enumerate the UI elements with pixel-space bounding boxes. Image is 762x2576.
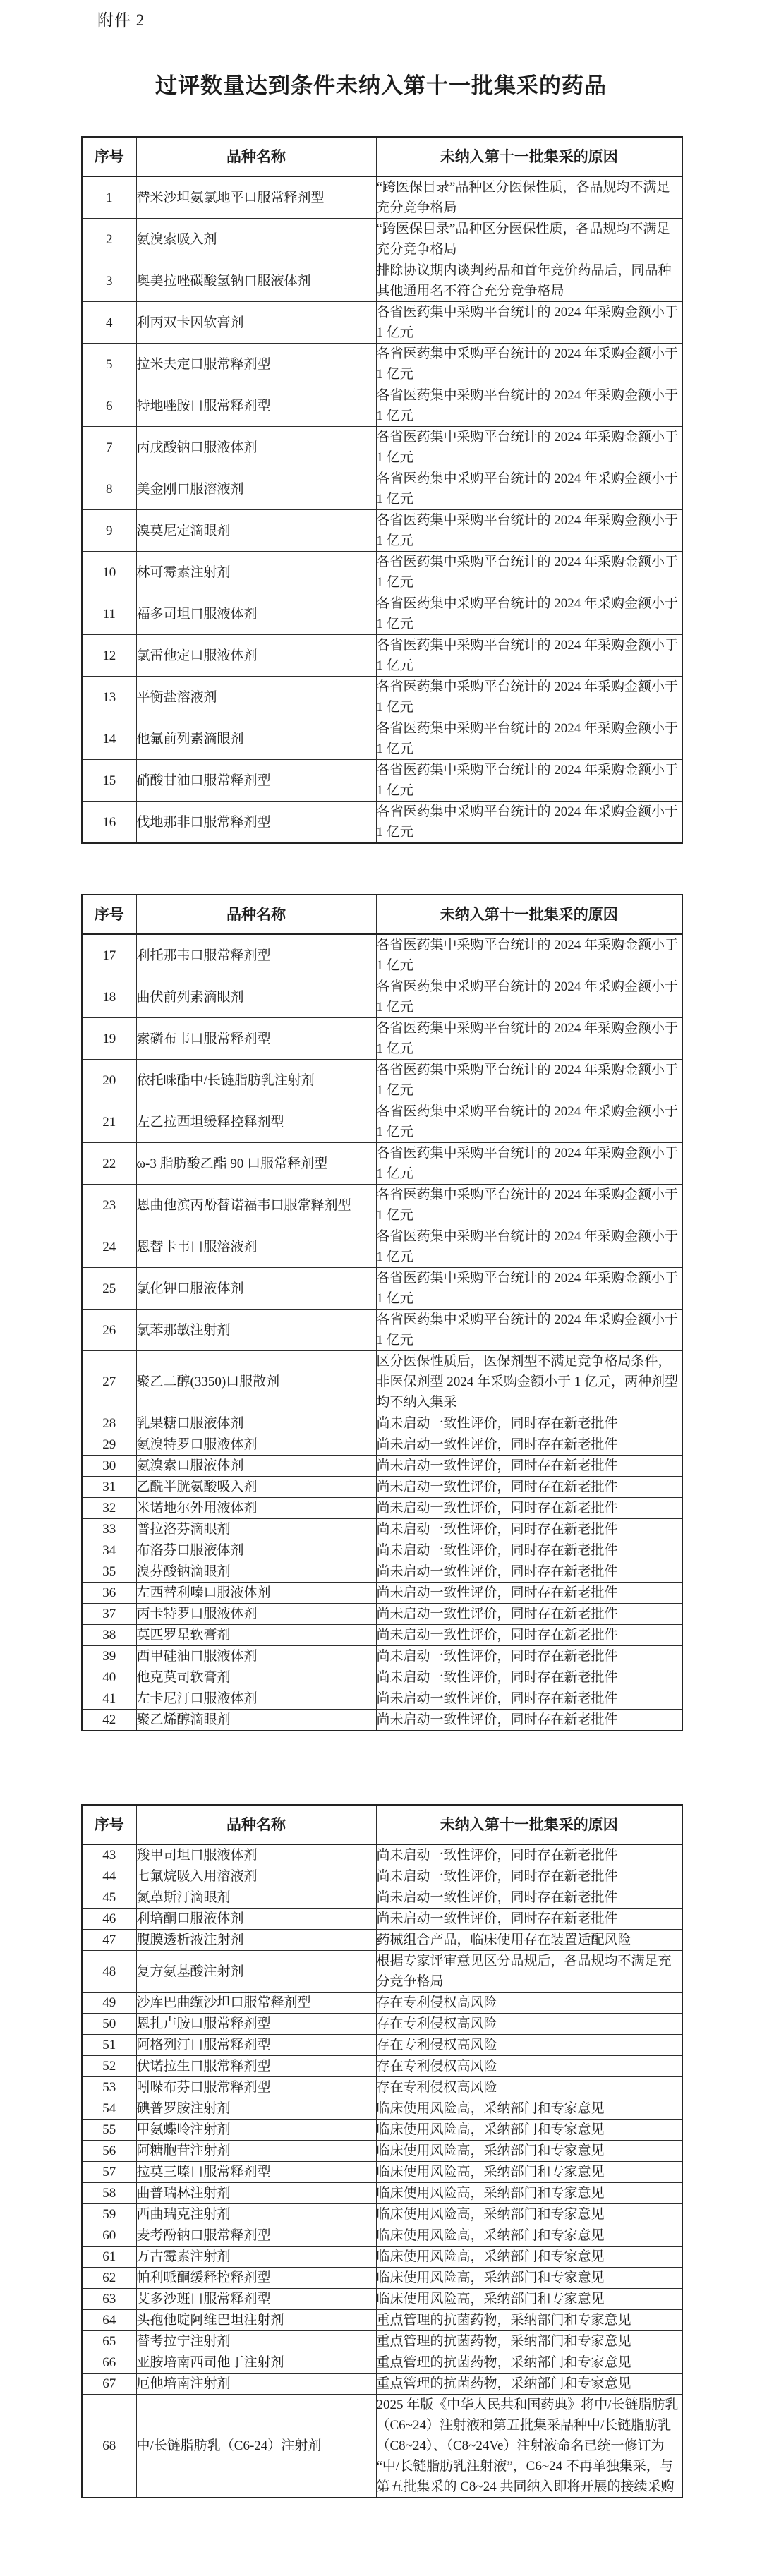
drug-name-cell: 阿糖胞苷注射剂 (136, 2141, 376, 2162)
drug-name-cell: 他氟前列素滴眼剂 (136, 718, 376, 760)
table-row (82, 1413, 682, 1434)
row-number-cell: 50 (82, 2014, 136, 2035)
row-number-cell: 65 (82, 2331, 136, 2352)
drug-name-cell: 甲氨蝶呤注射剂 (136, 2120, 376, 2141)
reason-cell: 尚未启动一致性评价，同时存在新老批件 (376, 1625, 682, 1646)
reason-cell: 各省医药集中采购平台统计的 2024 年采购金额小于 1 亿元 (376, 468, 682, 510)
drug-name-cell: 平衡盐溶液剂 (136, 677, 376, 718)
row-number-cell: 60 (82, 2225, 136, 2247)
drug-name-cell: 曲伏前列素滴眼剂 (136, 976, 376, 1018)
table-row (82, 2056, 682, 2077)
row-number-cell: 33 (82, 1519, 136, 1540)
reason-cell: 重点管理的抗菌药物，采纳部门和专家意见 (376, 2310, 682, 2331)
table-row (82, 1351, 682, 1413)
row-number-cell: 59 (82, 2204, 136, 2225)
table-row (82, 1887, 682, 1909)
reason-cell: 各省医药集中采购平台统计的 2024 年采购金额小于 1 亿元 (376, 427, 682, 468)
row-number-cell: 48 (82, 1951, 136, 1993)
column-header-name: 品种名称 (136, 137, 376, 176)
table-row (82, 1185, 682, 1226)
reason-cell: 尚未启动一致性评价，同时存在新老批件 (376, 1710, 682, 1731)
reason-cell: 尚未启动一致性评价，同时存在新老批件 (376, 1667, 682, 1688)
attachment-label: 附件 2 (97, 11, 145, 29)
row-number-cell: 1 (82, 176, 136, 219)
table-row (82, 1310, 682, 1351)
drug-name-cell: 羧甲司坦口服液体剂 (136, 1844, 376, 1866)
table-header (82, 895, 682, 934)
reason-cell: 重点管理的抗菌药物，采纳部门和专家意见 (376, 2352, 682, 2374)
column-header-name: 品种名称 (136, 895, 376, 934)
reason-cell: 尚未启动一致性评价，同时存在新老批件 (376, 1477, 682, 1498)
table-row (82, 1625, 682, 1646)
reason-cell: 存在专利侵权高风险 (376, 2077, 682, 2098)
drug-name-cell: 左西替利嗪口服液体剂 (136, 1583, 376, 1604)
row-number-cell: 30 (82, 1456, 136, 1477)
reason-cell: 存在专利侵权高风险 (376, 2035, 682, 2056)
row-number-cell: 17 (82, 934, 136, 976)
reason-cell: 临床使用风险高，采纳部门和专家意见 (376, 2120, 682, 2141)
drug-name-cell: 氮䓬斯汀滴眼剂 (136, 1887, 376, 1909)
table-row (82, 2014, 682, 2035)
table-row (82, 1540, 682, 1561)
reason-cell: 尚未启动一致性评价，同时存在新老批件 (376, 1909, 682, 1930)
row-number-cell: 5 (82, 344, 136, 385)
column-header-reason: 未纳入第十一批集采的原因 (376, 895, 682, 934)
table-row (82, 302, 682, 344)
reason-cell: 各省医药集中采购平台统计的 2024 年采购金额小于 1 亿元 (376, 760, 682, 802)
reason-cell: 根据专家评审意见区分品规后，各品规均不满足充分竞争格局 (376, 1951, 682, 1993)
row-number-cell: 22 (82, 1143, 136, 1185)
row-number-cell: 10 (82, 552, 136, 593)
table-row (82, 718, 682, 760)
table-row (82, 2162, 682, 2183)
drug-name-cell: 米诺地尔外用液体剂 (136, 1498, 376, 1519)
drug-name-cell: 特地唑胺口服常释剂型 (136, 385, 376, 427)
drug-name-cell: 奥美拉唑碳酸氢钠口服液体剂 (136, 260, 376, 302)
reason-cell: 各省医药集中采购平台统计的 2024 年采购金额小于 1 亿元 (376, 1226, 682, 1268)
row-number-cell: 34 (82, 1540, 136, 1561)
table-row (82, 2331, 682, 2352)
drug-name-cell: 氨溴索吸入剂 (136, 219, 376, 260)
reason-cell: 尚未启动一致性评价，同时存在新老批件 (376, 1434, 682, 1456)
table-row (82, 1477, 682, 1498)
table-row (82, 2098, 682, 2120)
reason-cell: 区分医保性质后，医保剂型不满足竞争格局条件，非医保剂型 2024 年采购金额小于 1 亿元，两种剂型均不纳入集采 (376, 1351, 682, 1413)
table-row (82, 1268, 682, 1310)
row-number-cell: 28 (82, 1413, 136, 1434)
reason-cell: 尚未启动一致性评价，同时存在新老批件 (376, 1456, 682, 1477)
reason-cell: “跨医保目录”品种区分医保性质，各品规均不满足充分竞争格局 (376, 176, 682, 219)
row-number-cell: 15 (82, 760, 136, 802)
drug-name-cell: 替米沙坦氨氯地平口服常释剂型 (136, 176, 376, 219)
reason-cell: 各省医药集中采购平台统计的 2024 年采购金额小于 1 亿元 (376, 302, 682, 344)
row-number-cell: 2 (82, 219, 136, 260)
row-number-cell: 47 (82, 1930, 136, 1951)
row-number-cell: 21 (82, 1101, 136, 1143)
table-row (82, 2352, 682, 2374)
drug-name-cell: 林可霉素注射剂 (136, 552, 376, 593)
row-number-cell: 31 (82, 1477, 136, 1498)
table-row (82, 260, 682, 302)
reason-cell: 临床使用风险高，采纳部门和专家意见 (376, 2225, 682, 2247)
column-header-no: 序号 (82, 895, 136, 934)
drug-name-cell: ω-3 脂肪酸乙酯 90 口服常释剂型 (136, 1143, 376, 1185)
reason-cell: 临床使用风险高，采纳部门和专家意见 (376, 2162, 682, 2183)
table-row (82, 2310, 682, 2331)
row-number-cell: 66 (82, 2352, 136, 2374)
row-number-cell: 9 (82, 510, 136, 552)
drug-name-cell: 亚胺培南西司他丁注射剂 (136, 2352, 376, 2374)
table-row (82, 1519, 682, 1540)
drug-name-cell: 硝酸甘油口服常释剂型 (136, 760, 376, 802)
table-row (82, 1844, 682, 1866)
table-row (82, 1226, 682, 1268)
table-row (82, 2035, 682, 2056)
row-number-cell: 11 (82, 593, 136, 635)
reason-cell: 各省医药集中采购平台统计的 2024 年采购金额小于 1 亿元 (376, 593, 682, 635)
table-row (82, 593, 682, 635)
drug-name-cell: 七氟烷吸入用溶液剂 (136, 1866, 376, 1887)
reason-cell: 尚未启动一致性评价，同时存在新老批件 (376, 1604, 682, 1625)
header-row (82, 895, 682, 934)
reason-cell: 各省医药集中采购平台统计的 2024 年采购金额小于 1 亿元 (376, 344, 682, 385)
row-number-cell: 37 (82, 1604, 136, 1625)
table-row (82, 385, 682, 427)
reason-cell: 各省医药集中采购平台统计的 2024 年采购金额小于 1 亿元 (376, 510, 682, 552)
reason-cell: 各省医药集中采购平台统计的 2024 年采购金额小于 1 亿元 (376, 718, 682, 760)
table-row (82, 1434, 682, 1456)
row-number-cell: 14 (82, 718, 136, 760)
drug-name-cell: 福多司坦口服液体剂 (136, 593, 376, 635)
row-number-cell: 57 (82, 2162, 136, 2183)
drug-name-cell: 溴莫尼定滴眼剂 (136, 510, 376, 552)
reason-cell: 排除协议期内谈判药品和首年竞价药品后，同品种其他通用名不符合充分竞争格局 (376, 260, 682, 302)
row-number-cell: 51 (82, 2035, 136, 2056)
drug-name-cell: 吲哚布芬口服常释剂型 (136, 2077, 376, 2098)
drug-name-cell: 乳果糖口服液体剂 (136, 1413, 376, 1434)
reason-cell: 临床使用风险高，采纳部门和专家意见 (376, 2141, 682, 2162)
reason-cell: 各省医药集中采购平台统计的 2024 年采购金额小于 1 亿元 (376, 1268, 682, 1310)
reason-cell: 各省医药集中采购平台统计的 2024 年采购金额小于 1 亿元 (376, 976, 682, 1018)
reason-cell: 重点管理的抗菌药物，采纳部门和专家意见 (376, 2374, 682, 2395)
table-row (82, 176, 682, 219)
drug-name-cell: 利丙双卡因软膏剂 (136, 302, 376, 344)
drug-name-cell: 西甲硅油口服液体剂 (136, 1646, 376, 1667)
table-row (82, 1646, 682, 1667)
row-number-cell: 68 (82, 2395, 136, 2498)
drug-name-cell: 厄他培南注射剂 (136, 2374, 376, 2395)
reason-cell: 存在专利侵权高风险 (376, 2014, 682, 2035)
table-row (82, 677, 682, 718)
reason-cell: 临床使用风险高，采纳部门和专家意见 (376, 2183, 682, 2204)
reason-cell: 各省医药集中采购平台统计的 2024 年采购金额小于 1 亿元 (376, 1101, 682, 1143)
drug-name-cell: 氯化钾口服液体剂 (136, 1268, 376, 1310)
drug-name-cell: 腹膜透析液注射剂 (136, 1930, 376, 1951)
page-title: 过评数量达到条件未纳入第十一批集采的药品 (155, 73, 607, 98)
drug-name-cell: 恩替卡韦口服溶液剂 (136, 1226, 376, 1268)
drug-name-cell: 伏诺拉生口服常释剂型 (136, 2056, 376, 2077)
row-number-cell: 61 (82, 2247, 136, 2268)
row-number-cell: 27 (82, 1351, 136, 1413)
table-body (82, 1844, 682, 2498)
drug-name-cell: 氯苯那敏注射剂 (136, 1310, 376, 1351)
table-row (82, 1667, 682, 1688)
drug-name-cell: 聚乙二醇(3350)口服散剂 (136, 1351, 376, 1413)
drug-name-cell: 麦考酚钠口服常释剂型 (136, 2225, 376, 2247)
row-number-cell: 23 (82, 1185, 136, 1226)
reason-cell: “跨医保目录”品种区分医保性质，各品规均不满足充分竞争格局 (376, 219, 682, 260)
table-row (82, 2120, 682, 2141)
reason-cell: 尚未启动一致性评价，同时存在新老批件 (376, 1519, 682, 1540)
row-number-cell: 16 (82, 802, 136, 844)
table-row (82, 510, 682, 552)
reason-cell: 尚未启动一致性评价，同时存在新老批件 (376, 1413, 682, 1434)
reason-cell: 存在专利侵权高风险 (376, 1993, 682, 2014)
drug-name-cell: 氨溴索口服液体剂 (136, 1456, 376, 1477)
row-number-cell: 53 (82, 2077, 136, 2098)
table-header (82, 137, 682, 176)
row-number-cell: 3 (82, 260, 136, 302)
reason-cell: 尚未启动一致性评价，同时存在新老批件 (376, 1887, 682, 1909)
table-row (82, 2247, 682, 2268)
drug-name-cell: 曲普瑞林注射剂 (136, 2183, 376, 2204)
row-number-cell: 36 (82, 1583, 136, 1604)
row-number-cell: 4 (82, 302, 136, 344)
drug-name-cell: 利培酮口服液体剂 (136, 1909, 376, 1930)
table-row (82, 427, 682, 468)
table-row (82, 1866, 682, 1887)
table-row (82, 1710, 682, 1731)
row-number-cell: 45 (82, 1887, 136, 1909)
reason-cell: 各省医药集中采购平台统计的 2024 年采购金额小于 1 亿元 (376, 677, 682, 718)
row-number-cell: 42 (82, 1710, 136, 1731)
drug-name-cell: 他克莫司软膏剂 (136, 1667, 376, 1688)
table-row (82, 760, 682, 802)
drug-name-cell: 头孢他啶阿维巴坦注射剂 (136, 2310, 376, 2331)
row-number-cell: 40 (82, 1667, 136, 1688)
row-number-cell: 55 (82, 2120, 136, 2141)
drug-name-cell: 普拉洛芬滴眼剂 (136, 1519, 376, 1540)
row-number-cell: 64 (82, 2310, 136, 2331)
column-header-reason: 未纳入第十一批集采的原因 (376, 1805, 682, 1844)
table-row (82, 2204, 682, 2225)
row-number-cell: 7 (82, 427, 136, 468)
table-row (82, 344, 682, 385)
drug-table-2 (81, 894, 683, 1731)
drug-name-cell: 万古霉素注射剂 (136, 2247, 376, 2268)
row-number-cell: 6 (82, 385, 136, 427)
row-number-cell: 63 (82, 2289, 136, 2310)
reason-cell: 各省医药集中采购平台统计的 2024 年采购金额小于 1 亿元 (376, 385, 682, 427)
reason-cell: 2025 年版《中华人民共和国药典》将中/长链脂肪乳（C6~24）注射液和第五批集采品种中/长链脂肪乳（C8~24）、（C8~24Ve）注射液命名已统一修订为“中/长链脂肪乳注射液”，C6~24 不再单独集采，与第五批集采的 C8~24 共同纳入即将开展的接续采购 (376, 2395, 682, 2498)
reason-cell: 临床使用风险高，采纳部门和专家意见 (376, 2289, 682, 2310)
reason-cell: 各省医药集中采购平台统计的 2024 年采购金额小于 1 亿元 (376, 1060, 682, 1101)
reason-cell: 尚未启动一致性评价，同时存在新老批件 (376, 1844, 682, 1866)
reason-cell: 尚未启动一致性评价，同时存在新老批件 (376, 1540, 682, 1561)
column-header-reason: 未纳入第十一批集采的原因 (376, 137, 682, 176)
drug-name-cell: 帕利哌酮缓释控释剂型 (136, 2268, 376, 2289)
reason-cell: 临床使用风险高，采纳部门和专家意见 (376, 2247, 682, 2268)
row-number-cell: 19 (82, 1018, 136, 1060)
reason-cell: 各省医药集中采购平台统计的 2024 年采购金额小于 1 亿元 (376, 1143, 682, 1185)
row-number-cell: 56 (82, 2141, 136, 2162)
table-row (82, 2141, 682, 2162)
column-header-name: 品种名称 (136, 1805, 376, 1844)
reason-cell: 药械组合产品，临床使用存在装置适配风险 (376, 1930, 682, 1951)
row-number-cell: 35 (82, 1561, 136, 1583)
header-row (82, 137, 682, 176)
drug-name-cell: 莫匹罗星软膏剂 (136, 1625, 376, 1646)
table-row (82, 635, 682, 677)
drug-name-cell: 恩曲他滨丙酚替诺福韦口服常释剂型 (136, 1185, 376, 1226)
table-row (82, 2374, 682, 2395)
row-number-cell: 12 (82, 635, 136, 677)
row-number-cell: 52 (82, 2056, 136, 2077)
table-row (82, 219, 682, 260)
drug-name-cell: 左卡尼汀口服液体剂 (136, 1688, 376, 1710)
drug-name-cell: 替考拉宁注射剂 (136, 2331, 376, 2352)
reason-cell: 各省医药集中采购平台统计的 2024 年采购金额小于 1 亿元 (376, 1310, 682, 1351)
table-row (82, 1930, 682, 1951)
row-number-cell: 24 (82, 1226, 136, 1268)
drug-name-cell: 拉莫三嗪口服常释剂型 (136, 2162, 376, 2183)
drug-name-cell: 复方氨基酸注射剂 (136, 1951, 376, 1993)
table-row (82, 1143, 682, 1185)
row-number-cell: 43 (82, 1844, 136, 1866)
table-row (82, 2183, 682, 2204)
drug-name-cell: 西曲瑞克注射剂 (136, 2204, 376, 2225)
table-row (82, 2268, 682, 2289)
table-row (82, 468, 682, 510)
drug-name-cell: 氨溴特罗口服液体剂 (136, 1434, 376, 1456)
drug-name-cell: 丙戊酸钠口服液体剂 (136, 427, 376, 468)
reason-cell: 各省医药集中采购平台统计的 2024 年采购金额小于 1 亿元 (376, 635, 682, 677)
drug-name-cell: 左乙拉西坦缓释控释剂型 (136, 1101, 376, 1143)
table-row (82, 976, 682, 1018)
drug-name-cell: 依托咪酯中/长链脂肪乳注射剂 (136, 1060, 376, 1101)
row-number-cell: 26 (82, 1310, 136, 1351)
row-number-cell: 41 (82, 1688, 136, 1710)
row-number-cell: 25 (82, 1268, 136, 1310)
row-number-cell: 20 (82, 1060, 136, 1101)
table-row (82, 802, 682, 844)
reason-cell: 尚未启动一致性评价，同时存在新老批件 (376, 1561, 682, 1583)
table-row (82, 1993, 682, 2014)
reason-cell: 临床使用风险高，采纳部门和专家意见 (376, 2204, 682, 2225)
row-number-cell: 49 (82, 1993, 136, 2014)
row-number-cell: 39 (82, 1646, 136, 1667)
reason-cell: 临床使用风险高，采纳部门和专家意见 (376, 2098, 682, 2120)
drug-name-cell: 溴芬酸钠滴眼剂 (136, 1561, 376, 1583)
drug-name-cell: 沙库巴曲缬沙坦口服常释剂型 (136, 1993, 376, 2014)
row-number-cell: 67 (82, 2374, 136, 2395)
table-row (82, 2395, 682, 2498)
column-header-no: 序号 (82, 137, 136, 176)
table-row (82, 2077, 682, 2098)
drug-name-cell: 中/长链脂肪乳（C6-24）注射剂 (136, 2395, 376, 2498)
drug-name-cell: 利托那韦口服常释剂型 (136, 934, 376, 976)
table-row (82, 934, 682, 976)
reason-cell: 各省医药集中采购平台统计的 2024 年采购金额小于 1 亿元 (376, 934, 682, 976)
drug-name-cell: 碘普罗胺注射剂 (136, 2098, 376, 2120)
reason-cell: 尚未启动一致性评价，同时存在新老批件 (376, 1866, 682, 1887)
table-row (82, 1561, 682, 1583)
table-row (82, 1060, 682, 1101)
table-row (82, 1951, 682, 1993)
drug-table-1 (81, 136, 683, 844)
drug-name-cell: 聚乙烯醇滴眼剂 (136, 1710, 376, 1731)
row-number-cell: 44 (82, 1866, 136, 1887)
table-row (82, 1688, 682, 1710)
drug-name-cell: 氯雷他定口服液体剂 (136, 635, 376, 677)
column-header-no: 序号 (82, 1805, 136, 1844)
row-number-cell: 8 (82, 468, 136, 510)
table-body (82, 934, 682, 1731)
table-row (82, 1018, 682, 1060)
row-number-cell: 54 (82, 2098, 136, 2120)
drug-name-cell: 拉米夫定口服常释剂型 (136, 344, 376, 385)
reason-cell: 重点管理的抗菌药物，采纳部门和专家意见 (376, 2331, 682, 2352)
reason-cell: 尚未启动一致性评价，同时存在新老批件 (376, 1583, 682, 1604)
table-row (82, 1583, 682, 1604)
table-body (82, 176, 682, 843)
drug-name-cell: 伐地那非口服常释剂型 (136, 802, 376, 844)
reason-cell: 尚未启动一致性评价，同时存在新老批件 (376, 1646, 682, 1667)
drug-name-cell: 恩扎卢胺口服常释剂型 (136, 2014, 376, 2035)
reason-cell: 临床使用风险高，采纳部门和专家意见 (376, 2268, 682, 2289)
drug-name-cell: 乙酰半胱氨酸吸入剂 (136, 1477, 376, 1498)
row-number-cell: 18 (82, 976, 136, 1018)
table-row (82, 2289, 682, 2310)
table-row (82, 1604, 682, 1625)
drug-name-cell: 美金刚口服溶液剂 (136, 468, 376, 510)
drug-name-cell: 艾多沙班口服常释剂型 (136, 2289, 376, 2310)
reason-cell: 存在专利侵权高风险 (376, 2056, 682, 2077)
drug-name-cell: 索磷布韦口服常释剂型 (136, 1018, 376, 1060)
table-row (82, 1101, 682, 1143)
reason-cell: 尚未启动一致性评价，同时存在新老批件 (376, 1498, 682, 1519)
reason-cell: 各省医药集中采购平台统计的 2024 年采购金额小于 1 亿元 (376, 1185, 682, 1226)
table-row (82, 1498, 682, 1519)
reason-cell: 各省医药集中采购平台统计的 2024 年采购金额小于 1 亿元 (376, 552, 682, 593)
row-number-cell: 32 (82, 1498, 136, 1519)
reason-cell: 各省医药集中采购平台统计的 2024 年采购金额小于 1 亿元 (376, 802, 682, 844)
table-header (82, 1805, 682, 1844)
reason-cell: 各省医药集中采购平台统计的 2024 年采购金额小于 1 亿元 (376, 1018, 682, 1060)
drug-name-cell: 布洛芬口服液体剂 (136, 1540, 376, 1561)
table-row (82, 1909, 682, 1930)
row-number-cell: 58 (82, 2183, 136, 2204)
row-number-cell: 46 (82, 1909, 136, 1930)
table-row (82, 552, 682, 593)
row-number-cell: 38 (82, 1625, 136, 1646)
row-number-cell: 29 (82, 1434, 136, 1456)
drug-table-3 (81, 1804, 683, 2498)
drug-name-cell: 丙卡特罗口服液体剂 (136, 1604, 376, 1625)
row-number-cell: 62 (82, 2268, 136, 2289)
reason-cell: 尚未启动一致性评价，同时存在新老批件 (376, 1688, 682, 1710)
header-row (82, 1805, 682, 1844)
table-row (82, 1456, 682, 1477)
table-row (82, 2225, 682, 2247)
drug-name-cell: 阿格列汀口服常释剂型 (136, 2035, 376, 2056)
row-number-cell: 13 (82, 677, 136, 718)
